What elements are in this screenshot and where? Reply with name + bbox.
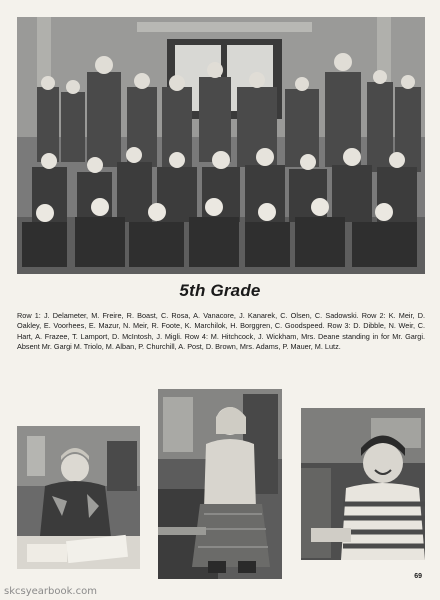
photo-caption: Row 1: J. Delameter, M. Freire, R. Boast, C. Rosa, A. Vanacore, J. Kanarek, C. Olsen, C. Sadowski. Row 2: K. Meir, D. Oakley, E. Voorhees, E. Mazur, N. Meir, R. Foote, K. Marchilok, H. Borggren, C. Goodspeed. Row 3: D. Dibble, N. Weir, C. Hart, A. Frazee, T. Lamport, D. McIntosh, J. Migli. Row 4: M. Hitchcock, J. Wickham, Mrs. Deane standing in for Mr. Gargi. Absent Mr. Gargi M. Triolo, M. Alban, P. Churchill, A. Post, D. Brown, Mrs. Adams, P. Mauer, M. Lutz. (17, 311, 425, 352)
student-at-desk-photo (17, 426, 140, 569)
smiling-student-photo (301, 408, 425, 560)
student-standing-at-counter-photo (158, 389, 282, 579)
page-number: 69 (414, 573, 422, 580)
class-group-photo (17, 17, 425, 274)
section-title: 5th Grade (179, 281, 261, 300)
site-watermark: skcsyearbook.com (4, 586, 97, 597)
